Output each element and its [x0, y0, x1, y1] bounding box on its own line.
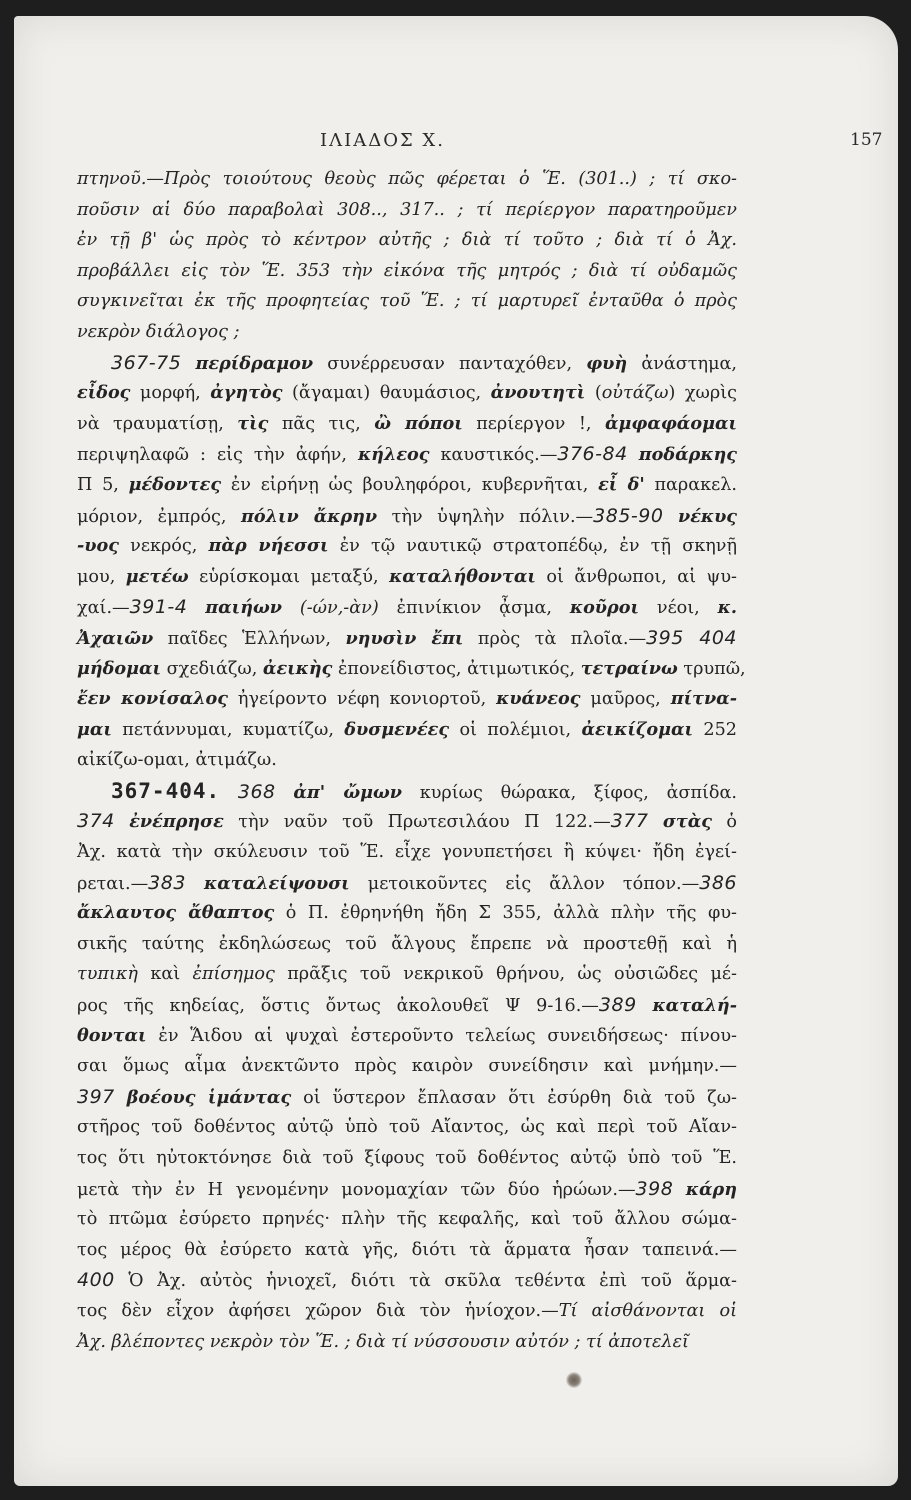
- text-line: [77, 1235, 737, 1266]
- text-run: [186, 874, 204, 894]
- verse-reference: 389: [598, 994, 637, 1017]
- text-run: ὁ Π. ἐθρηνήθη ἤδη Σ 355, ἀλλὰ πλὴν τῆς φυ-: [274, 903, 737, 924]
- verse-reference: 376-84: [557, 443, 628, 466]
- lemma: ὢ πόποι: [374, 412, 463, 434]
- text-run: τος ὅτι ηὐτοκτόνησε διὰ τοῦ ξίφους τοῦ δοθέντος αὐτῷ ὑπὸ τοῦ Ἕ.: [77, 1148, 737, 1168]
- text-run: σαι ὅμως αἷμα ἀνεκτῶντο πρὸς καιρὸν συνείδησιν καὶ μνήμην.—: [77, 1056, 737, 1077]
- text-line: [77, 1265, 737, 1296]
- text-run: ἠγείροντο νέφη κονιορτοῦ,: [228, 689, 497, 710]
- verse-reference: 367-404.: [111, 778, 221, 803]
- text-line: [77, 990, 737, 1021]
- text-line: [77, 1021, 737, 1052]
- text-line: [77, 501, 737, 532]
- text-run: ρος τῆς κηδείας, ὅστις ὄντως ἀκολουθεῖ Ψ 9-16.—: [77, 996, 599, 1017]
- verse-reference: 374: [77, 810, 115, 833]
- text-run: 252: [693, 719, 737, 740]
- verse-reference: 368: [237, 780, 276, 803]
- text-run: σικῆς ταύτης ἐκδηλώσεως τοῦ ἄλγους ἔπρεπε νὰ προστεθῇ καὶ ἡ: [77, 933, 737, 954]
- text-line: [77, 1143, 737, 1174]
- verse-reference: 386: [699, 871, 738, 894]
- text-run: οἱ πολέμιοι,: [449, 719, 582, 740]
- text-run: (ἄγαμαι) θαυμάσιος,: [282, 383, 491, 404]
- text-run: χαί.—: [77, 598, 130, 619]
- lemma: βοέους ἱμάντας: [126, 1086, 292, 1108]
- lemma: τὶς: [237, 412, 269, 434]
- text-run: στῆρος τοῦ δοθέντος αὐτῷ ὑπὸ τοῦ Αἴαντος, ὡς καὶ περὶ τοῦ Αἴαν-: [77, 1117, 737, 1138]
- text-run: [673, 1180, 685, 1200]
- text-run: τος δὲν εἶχον ἀφήσει χῶρον διὰ τὸν ἡνίοχον.—: [77, 1300, 559, 1321]
- text-run: περίεργον !,: [462, 413, 606, 434]
- text-line: [77, 195, 737, 226]
- text-run: Ὁ Ἀχ. αὐτὸς ἡνιοχεῖ, διότι τὰ σκῦλα τεθέντα ἐπὶ τοῦ ἅρμα-: [114, 1271, 737, 1292]
- lemma: ἐπίσημος: [192, 964, 275, 985]
- text-line: [77, 164, 737, 195]
- text-run: νὰ τραυματίσῃ,: [77, 413, 238, 434]
- verse-reference: 398: [635, 1177, 674, 1200]
- text-line: [77, 348, 737, 379]
- lemma: ἀνουτητὶ: [490, 382, 586, 404]
- lemma: (-ών,-ὰν): [299, 598, 379, 619]
- text-line: [77, 256, 737, 287]
- text-line: [77, 225, 737, 256]
- text-line: [77, 317, 737, 348]
- text-run: [181, 354, 195, 374]
- lemma: -υος: [77, 535, 119, 557]
- text-run: προβάλλει εἰς τὸν Ἕ. 353 τὴν εἰκόνα τῆς μητρός ; διὰ τί οὐδαμῶς: [77, 260, 737, 281]
- text-run: μετοικοῦντες εἰς ἄλλον τόπον.—: [349, 873, 700, 894]
- text-line: [77, 439, 737, 470]
- text-line: [77, 806, 737, 837]
- text-run: [115, 812, 129, 832]
- lemma: καταλή-: [652, 995, 738, 1017]
- text-run: πρᾶξις τοῦ νεκρικοῦ θρήνου, ὡς οὐσιῶδες μέ-: [274, 964, 737, 985]
- text-run: καὶ: [137, 964, 193, 985]
- text-run: καυστικός.—: [429, 445, 558, 466]
- lemma: φυὴ: [586, 352, 628, 374]
- lemma: ἄκλαυτος ἄθαπτος: [77, 902, 275, 924]
- lemma: νηυσὶν ἔπι: [345, 627, 464, 649]
- lemma: ἐνέπρησε: [129, 811, 224, 833]
- text-run: ἐν τῇ β' ὡς πρὸς τὸ κέντρον αὐτῆς ; διὰ τί τοῦτο ; διὰ τί ὁ Ἀχ.: [77, 230, 737, 251]
- text-run: οἱ ἄνθρωποι, αἱ ψυ-: [535, 566, 737, 587]
- verse-reference: 383: [148, 871, 186, 894]
- text-run: μετὰ τὴν ἐν Η γενομένην μονομαχίαν τῶν δύο ἡρώων.—: [77, 1179, 636, 1200]
- text-line: [77, 898, 737, 929]
- text-line: [77, 1204, 737, 1235]
- lemma: μήδομαι: [77, 657, 162, 679]
- lemma: ἀεικίζομαι: [581, 718, 694, 740]
- text-line: [77, 837, 737, 868]
- text-line: [77, 684, 737, 715]
- lemma: ἔεν κονίσαλος: [77, 688, 228, 710]
- text-run: [648, 812, 662, 832]
- text-run: ὁ: [711, 812, 738, 833]
- lemma: Τί αἰσθάνονται οἱ: [558, 1300, 737, 1321]
- text-run: ἀνάστημα,: [627, 353, 737, 374]
- text-run: μαῦρος,: [580, 689, 671, 710]
- verse-reference: 400: [77, 1269, 115, 1292]
- text-run: τὴν ὑψηλὴν πόλιν.—: [377, 506, 594, 527]
- lemma: εἶδος: [77, 382, 131, 404]
- text-line: [77, 776, 737, 807]
- text-run: ἐπονείδιστος, ἀτιμωτικός,: [332, 658, 581, 679]
- text-line: [77, 959, 737, 990]
- text-run: Ἀχ. κατὰ τὴν σκύλευσιν τοῦ Ἕ. εἶχε γονυπετήσει ἢ κύψει· ἤδη ἐγεί-: [77, 842, 737, 863]
- lemma: κάρη: [685, 1178, 737, 1200]
- lemma: μέδοντες: [128, 473, 222, 495]
- text-run: ἐν τῷ ναυτικῷ στρατοπέδῳ, ἐν τῇ σκηνῇ: [328, 536, 737, 557]
- text-run: [187, 598, 205, 618]
- text-run: ἐν Ἅιδου αἱ ψυχαὶ ἐστεροῦντο τελείως συνειδήσεως· πίνου-: [146, 1025, 737, 1046]
- lemma: ἀπ' ὤμων: [293, 781, 402, 803]
- text-line: [77, 470, 737, 501]
- text-line: [77, 562, 737, 593]
- text-run: [282, 598, 300, 618]
- text-run: ποῦσιν αἱ δύο παραβολαὶ 308.., 317.. ; τί περίεργον παρατηροῦμεν: [77, 199, 737, 220]
- text-line: [77, 378, 737, 409]
- text-run: ρεται.—: [77, 873, 149, 894]
- lemma: πίτνα-: [670, 688, 737, 710]
- text-run: [115, 1088, 127, 1108]
- text-line: [77, 286, 737, 317]
- lemma: καταλείψουσι: [204, 872, 350, 894]
- text-run: κυρίως θώρακα, ξίφος, ἀσπίδα.: [402, 782, 737, 803]
- text-line: [77, 745, 737, 776]
- text-run: συγκινεῖται ἐκ τῆς προφητείας τοῦ Ἕ. ; τί μαρτυρεῖ ἐνταῦθα ὁ πρὸς: [77, 291, 737, 312]
- text-run: σχεδιάζω,: [161, 658, 263, 679]
- verse-reference: 391-4: [129, 596, 188, 619]
- text-run: πετάννυμαι, κυματίζω,: [111, 719, 345, 740]
- text-run: [220, 783, 238, 803]
- text-run: παῖδες Ἑλλήνων,: [153, 628, 346, 649]
- lemma: ἀμφαφάομαι: [605, 412, 738, 434]
- text-run: οἱ ὕστερον ἔπλασαν ὅτι ἐσύρθη διὰ τοῦ ζω-: [291, 1087, 738, 1108]
- text-run: μορφή,: [130, 383, 211, 404]
- commentary-text: [77, 164, 746, 1357]
- text-run: πᾶς τις,: [268, 413, 375, 434]
- text-run: [663, 507, 678, 527]
- lemma: παιήων: [205, 597, 282, 619]
- lemma: πόλιν ἄκρην: [241, 505, 378, 527]
- text-run: Ἀχ. βλέποντες νεκρὸν τὸν Ἕ. ; διὰ τί νύσσουσιν αὐτόν ; τί ἀποτελεῖ: [77, 1331, 689, 1352]
- text-run: τρυπῶ,: [677, 658, 746, 679]
- lemma: Ἀχαιῶν: [77, 627, 154, 649]
- text-line: [77, 654, 746, 685]
- text-run: τὴν ναῦν τοῦ Πρωτεσιλάου Π 122.—: [223, 812, 611, 833]
- text-line: [77, 1296, 737, 1327]
- lemma: θονται: [77, 1024, 147, 1046]
- text-line: [77, 1082, 737, 1113]
- lemma: εἶ δ': [598, 473, 645, 495]
- lemma: οὐτάζω: [601, 383, 669, 404]
- page-number: 157: [850, 130, 883, 150]
- verse-reference: 377: [610, 810, 649, 833]
- verse-reference: 367-75: [111, 351, 182, 374]
- lemma: δυσμενέες: [344, 718, 450, 740]
- text-run: (: [585, 383, 602, 404]
- verse-reference: 385-90: [593, 504, 664, 527]
- text-run: τος μέρος θὰ ἐσύρετο κατὰ γῆς, διότι τὰ ἅρματα ἦσαν ταπεινά.—: [77, 1239, 737, 1260]
- text-line: [77, 1051, 737, 1082]
- lemma: ἀγητὸς: [210, 382, 283, 404]
- lemma: πὰρ νήεσσι: [208, 535, 329, 557]
- text-line: [77, 1112, 737, 1143]
- text-line: [77, 623, 737, 654]
- running-title: ΙΛΙΑΔΟΣ Χ.: [320, 130, 445, 151]
- lemma: μετέω: [125, 565, 189, 587]
- text-run: [637, 996, 653, 1016]
- text-run: ) χωρὶς: [668, 383, 737, 404]
- text-run: μου,: [77, 566, 126, 587]
- text-line: [77, 868, 737, 899]
- text-run: Π 5,: [77, 474, 129, 495]
- ink-blot: [566, 1372, 582, 1388]
- page-header: [0, 126, 911, 156]
- text-run: τὸ πτῶμα ἐσύρετο πρηνές· πλὴν τῆς κεφαλῆς, καὶ τοῦ ἄλλου σώμα-: [77, 1209, 737, 1230]
- lemma: καταλήθονται: [389, 565, 536, 587]
- text-line: [77, 592, 737, 623]
- lemma: ἀεικὴς: [262, 657, 333, 679]
- text-run: νέοι,: [638, 598, 718, 619]
- lemma: στὰς: [662, 811, 712, 833]
- text-run: [276, 783, 294, 803]
- text-line: [77, 929, 737, 960]
- lemma: κοῦροι: [569, 597, 639, 619]
- text-line: [77, 715, 737, 746]
- text-run: ἐπινίκιον ᾆσμα,: [378, 598, 570, 619]
- lemma: περίδραμον: [195, 352, 314, 374]
- text-line: [77, 1174, 737, 1205]
- text-line: [77, 409, 737, 440]
- text-run: μόριον, ἐμπρός,: [77, 506, 241, 527]
- text-run: περιψηλαφῶ : εἰς τὴν ἀφήν,: [77, 445, 358, 466]
- verse-reference: 397: [77, 1085, 115, 1108]
- text-run: πρὸς τὰ πλοῖα.—: [463, 628, 647, 649]
- text-run: νεκρός,: [118, 536, 209, 557]
- text-run: ἐν εἰρήνῃ ὡς βουληφόροι, κυβερνῆται,: [221, 474, 599, 495]
- text-run: νεκρὸν διάλογος ;: [77, 321, 240, 342]
- text-run: εὑρίσκομαι μεταξύ,: [188, 566, 390, 587]
- verse-reference: 395 404: [646, 626, 737, 649]
- lemma: κήλεος: [358, 444, 430, 466]
- text-run: αἰκίζω-ομαι, ἀτιμάζω.: [77, 750, 277, 771]
- lemma: ποδάρκης: [638, 444, 738, 466]
- text-run: συνέρρευσαν πανταχόθεν,: [313, 353, 587, 374]
- lemma: νέκυς: [677, 505, 737, 527]
- text-run: πτηνοῦ.—Πρὸς τοιούτους θεοὺς πῶς φέρεται ὁ Ἕ. (301..) ; τί σκο-: [77, 169, 737, 189]
- lemma: τετραίνω: [580, 657, 678, 679]
- lemma: κ.: [717, 597, 737, 619]
- text-run: παρακελ.: [644, 474, 737, 495]
- lemma: μαι: [77, 718, 112, 740]
- lemma: τυπικὴ: [77, 964, 138, 985]
- lemma: κυάνεος: [496, 688, 581, 710]
- text-run: [628, 445, 639, 465]
- text-line: [77, 1327, 737, 1358]
- text-line: [77, 531, 737, 562]
